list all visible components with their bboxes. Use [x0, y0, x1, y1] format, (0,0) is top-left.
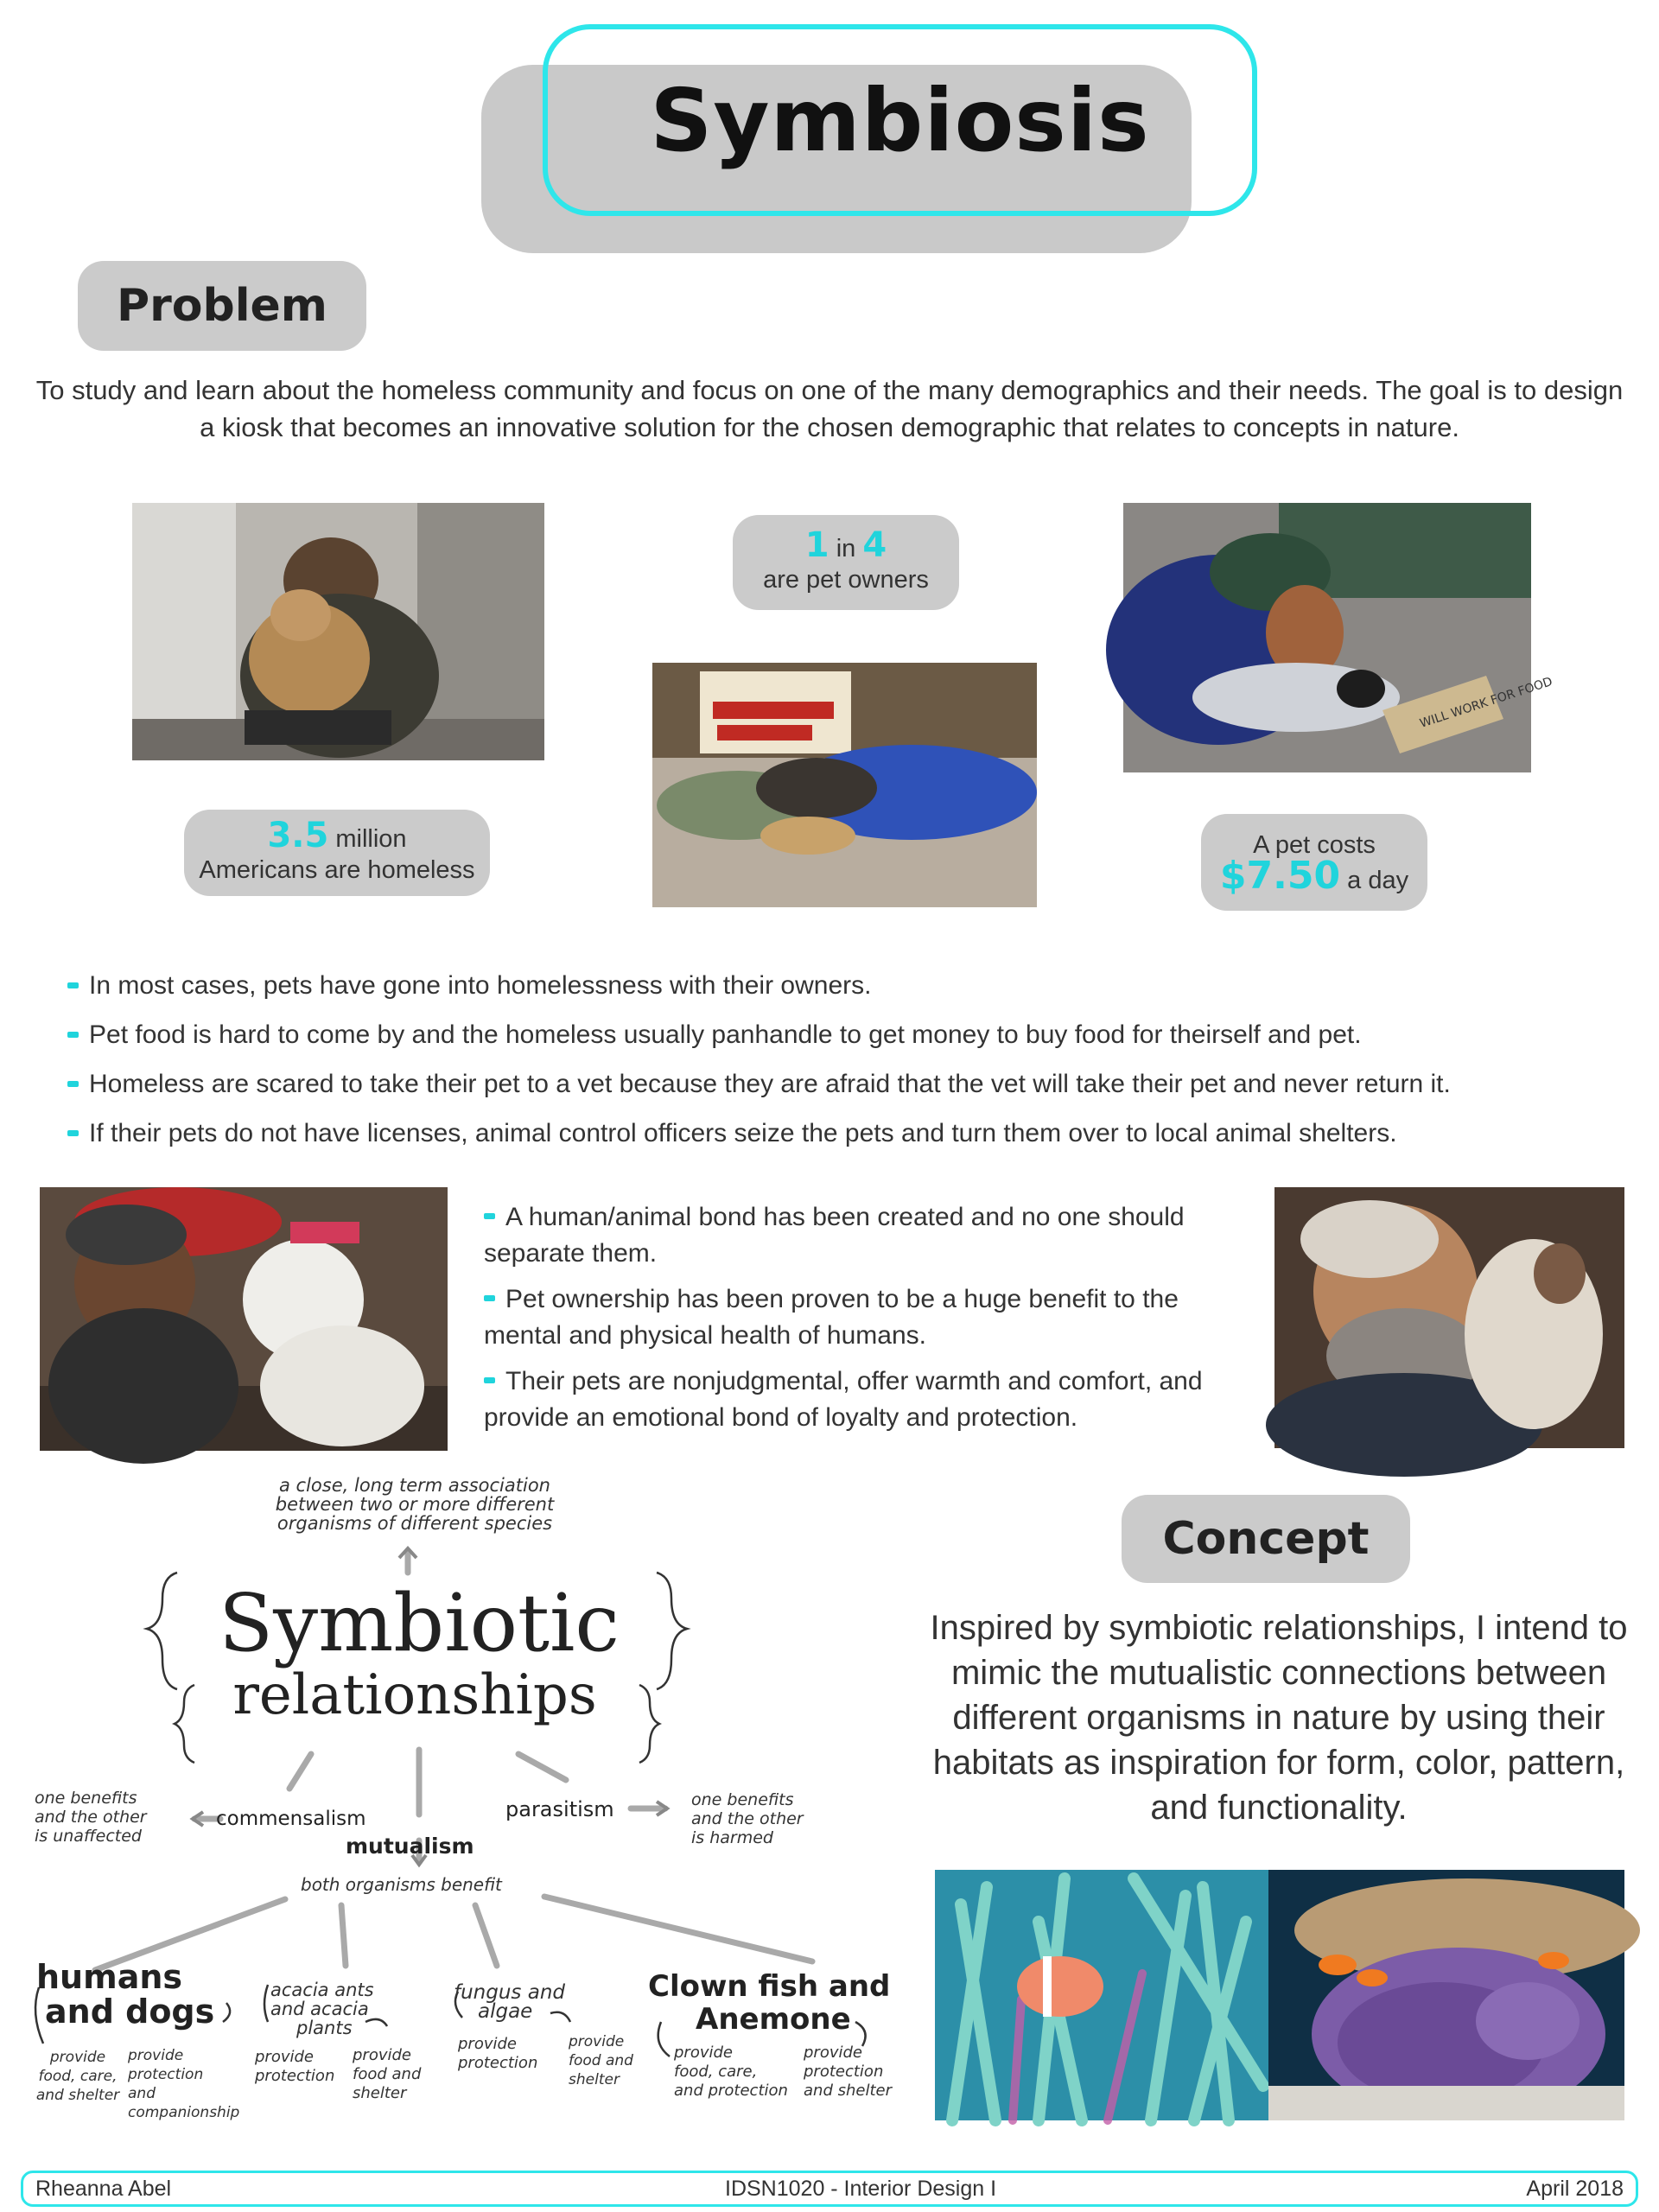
example-title-line: algae [478, 2000, 533, 2023]
bullet-dash [484, 1295, 495, 1301]
bullet-dash [484, 1377, 495, 1383]
example-title-line: and dogs [45, 1993, 215, 2031]
commensalism-definition [35, 1789, 190, 1846]
stat-homeless-unit: million [335, 825, 407, 853]
bullet-dash [67, 1081, 79, 1087]
footer-date: April 2018 [1526, 2177, 1624, 2201]
example-text-line: and [128, 2085, 156, 2102]
example-right-text [569, 2032, 655, 2089]
mutualism-definition: both organisms benefit [301, 1874, 502, 1895]
example-text-line: provide [569, 2033, 625, 2050]
concept-text: Inspired by symbiotic relationships, I intend to mimic the mutualistic connections between different organisms in nature by using their habitats as inspiration for form, color, pattern, and functionality. [930, 1609, 1628, 1827]
stat-homeless [184, 810, 490, 896]
photo-dog-in-blanket [1123, 503, 1554, 772]
problem-text: To study and learn about the homeless community and focus on one of the many demographics and their needs. The goal is to design a kiosk that becomes an innovative solution for the chosen demographic that relates to concepts in nature. [35, 375, 1624, 442]
example-text-line: and shelter [35, 2087, 120, 2104]
example-text-line: food, care, [38, 2068, 118, 2085]
example-title-clownfish [648, 1970, 907, 2036]
example-title-fungus [454, 1983, 601, 2021]
example-title-line: Anemone [696, 2002, 851, 2037]
list-item [67, 1059, 1623, 1109]
example-title-line: plants [296, 2018, 353, 2038]
stat-pet-cost-suffix: a day [1347, 866, 1409, 894]
example-text-line: protection [128, 2066, 204, 2083]
photo-man-kissing-dog [1274, 1187, 1624, 1448]
stat-pet-cost-prefix: A pet costs [1253, 830, 1376, 859]
list-item [484, 1363, 1262, 1436]
list-item [67, 961, 1623, 1010]
example-text-line: protection [458, 2054, 538, 2072]
footer-bar [21, 2171, 1638, 2207]
example-text-line: food and [569, 2052, 633, 2069]
example-left-text [674, 2044, 795, 2101]
bullet-text: If their pets do not have licenses, animal control officers seize the pets and turn them over to local animal shelters. [89, 1118, 1397, 1147]
stat-in-word: in [836, 535, 856, 563]
example-title-line: acacia ants [270, 1980, 374, 2000]
example-text-line: protection [804, 2063, 884, 2081]
example-text-line: provide [674, 2044, 733, 2062]
parasitism-definition [691, 1790, 847, 1847]
example-title-line: Clown fish and [648, 1969, 891, 2004]
example-text-line: food and [353, 2065, 422, 2083]
list-item [484, 1199, 1262, 1272]
stat-homeless-number: 3.5 [267, 816, 329, 855]
example-left-text [26, 2048, 130, 2105]
label-parasitism: parasitism [505, 1797, 614, 1821]
stat-pet-owners [733, 515, 959, 610]
photo-laughing-man-dog [40, 1187, 448, 1451]
bullet-text: In most cases, pets have gone into homelessness with their owners. [89, 970, 872, 1000]
definition-line: organisms of different species [276, 1513, 553, 1534]
example-text-line: provide [49, 2049, 106, 2066]
stat-pet-cost-number: $7.50 [1219, 853, 1341, 898]
example-title-line: humans [36, 1958, 183, 1996]
photo-clownfish-anemone [935, 1870, 1268, 2120]
problem-heading: Problem [78, 261, 366, 351]
photo-man-hugging-dog [132, 503, 544, 760]
commensalism-def-line: and the other [35, 1808, 147, 1827]
label-commensalism: commensalism [216, 1808, 366, 1830]
example-title-line: and acacia [270, 1999, 369, 2019]
bullet-text: Pet food is hard to come by and the homeless usually panhandle to get money to buy food for theirself and pet. [89, 1020, 1362, 1049]
bullet-text: Pet ownership has been proven to be a huge benefit to the mental and physical health of humans. [484, 1285, 1179, 1350]
list-item [67, 1010, 1623, 1059]
bullet-dash [67, 1130, 79, 1136]
parasitism-def-line: is harmed [691, 1828, 773, 1847]
list-item [484, 1281, 1262, 1354]
example-title-acacia [270, 1980, 409, 2037]
symbiosis-diagram [26, 1469, 925, 2143]
example-right-text [128, 2046, 249, 2122]
parasitism-def-line: and the other [691, 1809, 804, 1828]
bullet-text: Homeless are scared to take their pet to a vet because they are afraid that the vet will take their pet and never return it. [89, 1069, 1451, 1098]
parasitism-def-line: one benefits [691, 1790, 794, 1809]
example-text-line: provide [804, 2044, 862, 2062]
photo-clownfish-coral [1268, 1870, 1624, 2120]
bond-bullet-list [484, 1199, 1262, 1446]
example-text-line: and shelter [804, 2082, 892, 2100]
example-right-text [804, 2044, 916, 2101]
example-text-line: provide [128, 2047, 184, 2064]
stat-pet-cost [1201, 814, 1427, 911]
definition-line: a close, long term association [279, 1475, 550, 1496]
example-text-line: provide [353, 2046, 411, 2064]
example-text-line: protection [255, 2067, 335, 2085]
example-left-text [458, 2035, 553, 2073]
example-text-line: shelter [353, 2084, 407, 2102]
stat-pet-owners-label: are pet owners [763, 566, 929, 594]
bullet-dash [67, 982, 79, 988]
commensalism-def-line: one benefits [35, 1789, 137, 1808]
example-right-text [353, 2046, 448, 2103]
list-item [67, 1109, 1623, 1158]
stat-number-1: 1 [804, 525, 830, 565]
example-title-humans-dogs [36, 1960, 214, 2029]
stat-number-4: 4 [862, 525, 887, 565]
problem-bullet-list [67, 961, 1623, 1158]
main-word-relationships: relationships [232, 1663, 597, 1727]
example-left-text [255, 2048, 350, 2086]
example-text-line: companionship [128, 2104, 240, 2121]
page-title: Symbiosis [650, 69, 1150, 171]
bullet-text: A human/animal bond has been created and no one should separate them. [484, 1203, 1185, 1268]
example-text-line: provide [255, 2048, 314, 2066]
example-text-line: provide [458, 2035, 517, 2053]
footer-course: IDSN1020 - Interior Design I [725, 2177, 997, 2201]
main-word-symbiotic: Symbiotic [219, 1577, 620, 1669]
example-text-line: shelter [569, 2071, 620, 2088]
example-text-line: and protection [674, 2082, 788, 2100]
concept-heading: Concept [1122, 1495, 1410, 1583]
label-mutualism: mutualism [346, 1834, 474, 1859]
bullet-text: Their pets are nonjudgmental, offer warmth and comfort, and provide an emotional bond of loyalty and protection. [484, 1367, 1203, 1432]
bullet-dash [67, 1032, 79, 1038]
stat-homeless-label: Americans are homeless [199, 856, 475, 884]
photo-sign-text: WILL WORK FOR FOOD [1418, 675, 1554, 731]
photo-sleeping-on-street [652, 663, 1037, 907]
example-title-line: fungus and [454, 1981, 565, 2004]
example-text-line: food, care, [674, 2063, 758, 2081]
commensalism-def-line: is unaffected [35, 1827, 142, 1846]
definition-line: between two or more different [275, 1494, 555, 1515]
bullet-dash [484, 1213, 495, 1219]
definition-text [268, 1476, 562, 1533]
footer-author: Rheanna Abel [35, 2177, 172, 2201]
